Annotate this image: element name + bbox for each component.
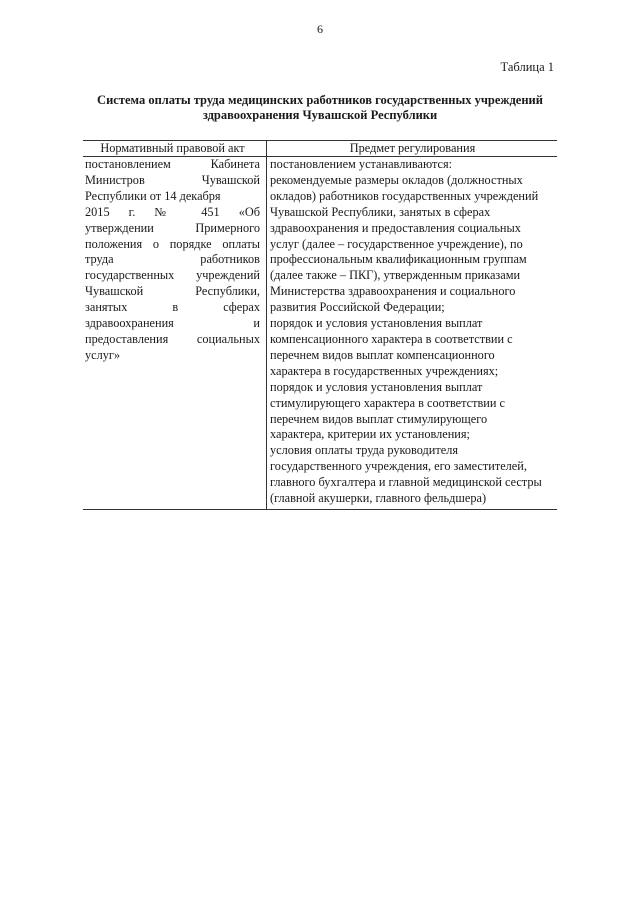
page-number: 6 <box>317 22 323 36</box>
regulation-line: рекомендуемые размеры окладов (должностных <box>270 172 523 187</box>
regulation-line: характера, критерии их установления; <box>270 427 470 442</box>
regulation-subject-cell <box>267 157 558 510</box>
regulation-line: стимулирующего характера в соответствии с <box>270 395 505 410</box>
regulation-line: услуг (далее – государственное учреждение), по <box>270 236 523 251</box>
regulation-line: здравоохранения и предоставления социальных <box>270 220 521 235</box>
legal-act-line: Республики от 14 декабря <box>85 188 221 203</box>
regulation-line: условия оплаты труда руководителя <box>270 443 459 458</box>
table-label: Таблица 1 <box>500 60 554 74</box>
title-line-2: здравоохранения Чувашской Республики <box>202 108 438 122</box>
regulation-line: окладов) работников государственных учреждений <box>270 188 539 203</box>
table-row <box>83 157 557 510</box>
regulation-line: (далее также – ПКГ), утвержденным приказами <box>270 268 521 283</box>
legal-act-line: здравоохранения и <box>85 316 260 331</box>
legal-act-line: постановлением Кабинета <box>85 157 260 171</box>
regulation-line: главного бухгалтера и главной медицинской сестры <box>270 475 542 490</box>
regulation-line: Министерства здравоохранения и социального <box>270 284 516 299</box>
title-line-1: Система оплаты труда медицинских работников государственных учреждений <box>97 93 543 107</box>
regulation-line: развития Российской Федерации; <box>270 300 445 315</box>
legal-act-line: утверждении Примерного <box>85 220 260 235</box>
table-header-row <box>83 141 557 157</box>
regulation-line: порядок и условия установления выплат <box>270 379 483 394</box>
legal-act-line: 2015 г. № 451 «Об <box>85 204 260 219</box>
header-legal-act: Нормативный правовой акт <box>83 141 267 157</box>
legal-act-line: Министров Чувашской <box>85 172 260 187</box>
regulation-line: (главной акушерки, главного фельдшера) <box>270 491 487 506</box>
regulation-line: профессиональным квалификационным группам <box>270 252 527 267</box>
regulation-line: перечнем видов выплат компенсационного <box>270 347 495 362</box>
regulation-line: характера в государственных учреждениях; <box>270 363 499 378</box>
document-title <box>80 93 560 123</box>
regulation-line: перечнем видов выплат стимулирующего <box>270 411 488 426</box>
legal-act-line: предоставления социальных <box>85 331 260 346</box>
legal-act-line: услуг» <box>85 347 121 362</box>
regulation-line: государственного учреждения, его заместителей, <box>270 459 527 474</box>
header-regulation-subject: Предмет регулирования <box>267 141 558 157</box>
legal-act-line: государственных учреждений <box>85 268 260 283</box>
legal-act-line: положения о порядке оплаты <box>85 236 260 251</box>
regulation-line: Чувашской Республики, занятых в сферах <box>270 204 491 219</box>
regulation-line: постановлением устанавливаются: <box>270 157 453 171</box>
regulation-line: компенсационного характера в соответствии с <box>270 331 513 346</box>
legal-act-line: труда работников <box>85 252 260 267</box>
regulation-table <box>83 140 557 510</box>
legal-act-cell <box>83 157 267 510</box>
legal-act-line: занятых в сферах <box>85 300 260 315</box>
regulation-line: порядок и условия установления выплат <box>270 316 483 331</box>
legal-act-line: Чувашской Республики, <box>85 284 260 299</box>
